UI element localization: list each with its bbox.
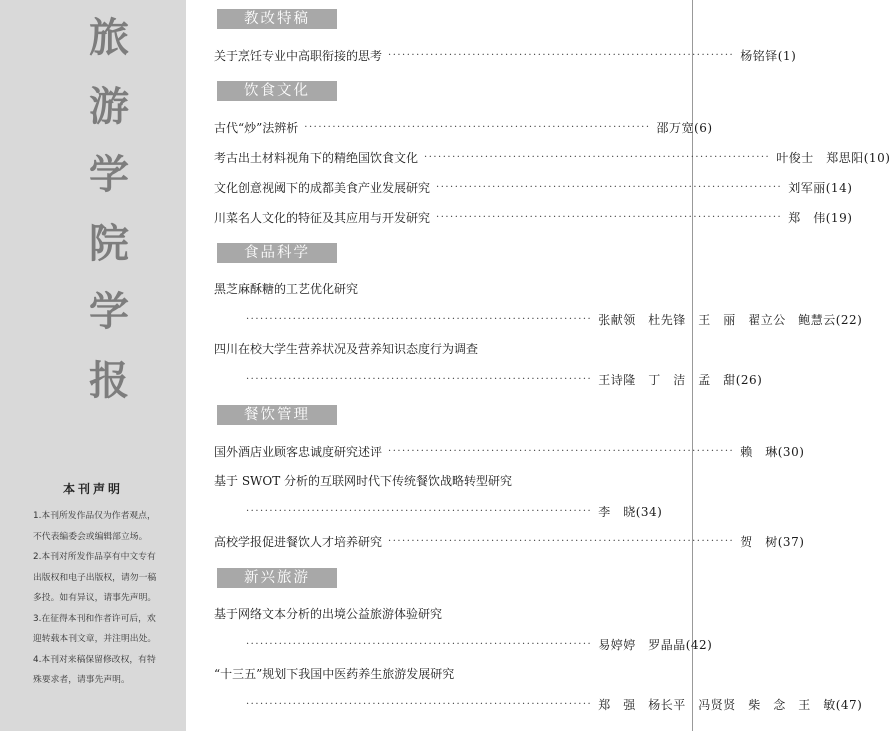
toc-entry[interactable] xyxy=(214,45,797,65)
article-title: 古代“炒”法辨析 xyxy=(214,120,299,135)
leader-dots: ·········································································· xyxy=(388,535,735,547)
article-title[interactable]: 四川在校大学生营养状况及营养知识态度行为调查 xyxy=(214,342,479,356)
leader-dots: ·········································································· xyxy=(424,151,771,163)
article-title: 考古出土材料视角下的精绝国饮食文化 xyxy=(214,150,419,165)
article-author-page: 刘军丽(14) xyxy=(788,180,853,195)
notice-line: 3.在征得本刊和作者许可后，欢 xyxy=(33,613,156,624)
leader-dots: ·········································································· xyxy=(388,445,735,457)
notice-body xyxy=(33,506,183,691)
journal-title-vertical xyxy=(80,15,138,429)
notice-line: 4.本刊对来稿保留修改权，有特 xyxy=(33,654,156,665)
notice-title: 本刊声明 xyxy=(62,482,123,496)
leader-dots: ·········································································· xyxy=(246,313,593,325)
toc-entry-continued[interactable] xyxy=(246,309,863,329)
article-author-page: 王诗隆 丁 洁 孟 甜(26) xyxy=(598,372,763,387)
toc-entry-continued[interactable] xyxy=(246,501,663,521)
article-title[interactable]: “十三五”规划下我国中医药养生旅游发展研究 xyxy=(214,667,455,681)
article-author-page: 叶俊士 郑思阳(10) xyxy=(776,150,890,165)
article-title[interactable]: 基于 SWOT 分析的互联网时代下传统餐饮战略转型研究 xyxy=(214,474,513,488)
article-author-page: 杨铭铎(1) xyxy=(740,48,797,63)
notice-line: 1.本刊所发作品仅为作者观点， xyxy=(33,511,156,521)
section-header-yinshi: 饮食文化 xyxy=(217,81,337,101)
title-char: 旅 xyxy=(89,15,129,61)
toc-entry-continued[interactable] xyxy=(246,369,763,389)
leader-dots: ·········································································· xyxy=(246,698,593,710)
leader-dots: ·········································································· xyxy=(246,638,593,650)
section-header-shipin: 食品科学 xyxy=(217,243,337,263)
article-author-page: 贺 树(37) xyxy=(740,534,805,549)
article-title: 国外酒店业顾客忠诚度研究述评 xyxy=(214,444,383,459)
leader-dots: ·········································································· xyxy=(436,181,783,193)
article-author-page: 郑 伟(19) xyxy=(788,210,853,225)
notice-line: 殊要求者，请事先声明。 xyxy=(33,675,130,685)
article-author-page: 赖 琳(30) xyxy=(740,444,805,459)
notice-line: 2.本刊对所发作品享有中文专有 xyxy=(33,552,156,562)
title-char: 院 xyxy=(89,220,129,267)
toc-entry[interactable] xyxy=(214,177,853,197)
toc-entry[interactable] xyxy=(214,441,805,461)
title-char: 报 xyxy=(89,357,129,404)
toc-entry-continued[interactable] xyxy=(246,634,713,654)
toc-entry[interactable] xyxy=(214,531,805,551)
leader-dots: ·········································································· xyxy=(388,49,735,61)
article-author-page: 李 晓(34) xyxy=(598,504,663,519)
title-char: 学 xyxy=(89,152,129,198)
article-title: 关于烹饪专业中高职衔接的思考 xyxy=(214,48,383,63)
toc-entry[interactable] xyxy=(214,207,853,227)
leader-dots: ·········································································· xyxy=(246,505,593,517)
page-edge-line xyxy=(692,0,693,731)
section-header-xinxing: 新兴旅游 xyxy=(217,568,337,588)
notice-line: 不代表编委会或编辑部立场。 xyxy=(33,531,148,542)
article-author-page: 郑 强 杨长平 冯贤贤 柴 念 王 敏(47) xyxy=(598,697,863,712)
leader-dots: ·········································································· xyxy=(436,211,783,223)
toc-entry-continued[interactable] xyxy=(246,694,863,714)
notice-line: 迎转载本刊文章，并注明出处。 xyxy=(33,634,157,644)
leader-dots: ·········································································· xyxy=(304,121,651,133)
section-header-canyin: 餐饮管理 xyxy=(217,405,337,425)
toc-entry[interactable] xyxy=(214,117,713,137)
article-title: 文化创意视阈下的成都美食产业发展研究 xyxy=(214,180,431,195)
article-title: 高校学报促进餐饮人才培养研究 xyxy=(214,534,383,549)
notice-line: 出版权和电子出版权，请勿一稿 xyxy=(33,572,157,583)
article-title[interactable]: 基于网络文本分析的出境公益旅游体验研究 xyxy=(214,607,443,621)
article-title: 川菜名人文化的特征及其应用与开发研究 xyxy=(214,210,431,225)
article-author-page: 易婷婷 罗晶晶(42) xyxy=(598,637,713,652)
title-char: 游 xyxy=(89,83,129,130)
sidebar xyxy=(0,0,186,731)
notice-line: 多投。如有异议，请事先声明。 xyxy=(33,593,157,603)
title-char: 学 xyxy=(89,289,129,335)
leader-dots: ·········································································· xyxy=(246,373,593,385)
toc-entry[interactable] xyxy=(214,147,890,167)
article-author-page: 张献领 杜先锋 王 丽 翟立公 鲍慧云(22) xyxy=(598,312,863,327)
article-author-page: 邵万宽(6) xyxy=(656,120,713,135)
article-title[interactable]: 黑芝麻酥糖的工艺优化研究 xyxy=(214,282,359,296)
section-header-jiaogai: 教改特稿 xyxy=(217,9,337,29)
